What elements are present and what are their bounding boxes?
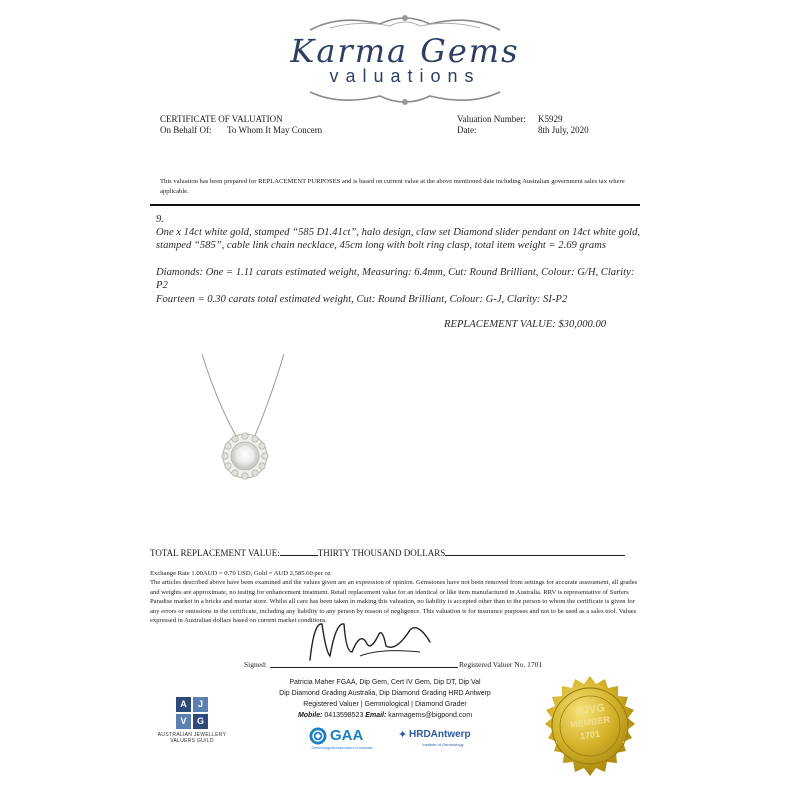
seal-text-line-3: 1701 — [579, 728, 601, 742]
email-address[interactable]: karmagems@bigpond.com — [388, 712, 473, 719]
ajvg-letter-v: V — [180, 716, 187, 726]
replacement-value: REPLACEMENT VALUE: $30,000.00 — [444, 319, 607, 330]
mobile-number[interactable]: 0413598523 — [324, 712, 364, 719]
valuer-roles: Registered Valuer | Gemmological | Diamond Grader — [303, 701, 467, 708]
ajvg-letter-a: A — [180, 699, 187, 709]
gaa-logo-icon — [309, 727, 327, 745]
valuation-disclaimer: The articles described above have been examined and the values given are an expression of opinion. Gemstones have not been removed from settings for accurate assessment, all grades and weights are approximate, no testing for enhancement treatment. Retail replacement value for an identical or like item manufactured in Australia. RRV is representative of Surfers Paradise market in a bricks and mortar store. Whilst all care has been taken in making this valuation, no liability is accepted other than to the person to whom the certificate is given for any errors or omissions in the certificate, including any liability to any person by reason of negligence. This valuation is for insurance purposes and not to be used as a sales tool. Values expressed in Australian dollars based on current market conditions. — [150, 579, 638, 625]
mobile-label: Mobile: — [297, 712, 323, 719]
ajvg-caption-1: AUSTRALIAN JEWELLERY — [157, 732, 227, 738]
valuer-contact — [240, 712, 530, 719]
email-label: Email: — [365, 712, 387, 719]
diamond-details: Diamonds: One = 1.11 carats estimated weight, Measuring: 6.4mm, Cut: Round Brilliant, Colour: G/H, Clarity: P2 — [156, 267, 635, 291]
brand-name-logo: Karma Gems — [290, 32, 520, 70]
gaa-caption: Gemmological Association of Australia — [311, 746, 373, 750]
seal-text-line-2: MEMBER — [569, 714, 611, 730]
certificate-title: CERTIFICATE OF VALUATION — [160, 114, 283, 124]
valuer-grading: Dip Diamond Grading Australia, Dip Diamond Grading HRD Antwerp — [279, 690, 491, 697]
date-label: Date: — [457, 125, 477, 135]
section-divider — [150, 204, 640, 206]
hrd-logo-text: HRDAntwerp — [409, 729, 471, 740]
total-replacement-row — [150, 548, 640, 559]
signed-label: Signed: — [244, 660, 267, 669]
pendant-necklace-photo — [190, 350, 300, 490]
ajvg-letter-j: J — [197, 699, 203, 709]
hrd-star-icon: ✦ — [398, 729, 408, 741]
hrd-caption: Institute of Gemmology — [422, 742, 464, 747]
total-replacement-words: THIRTY THOUSAND DOLLARS — [317, 548, 446, 558]
behalf-value: To Whom It May Concern — [227, 125, 323, 135]
replacement-purpose-notice: This valuation has been prepared for REPLACEMENT PURPOSES and is based on current value at the above mentioned date including Australian government sales tax where applicable. — [160, 178, 625, 195]
total-blank-line-left — [280, 555, 318, 556]
brand-subtitle: valuations — [329, 66, 481, 86]
date-value: 8th July, 2020 — [538, 125, 589, 135]
item-number: 9. — [156, 214, 164, 225]
signature-line — [270, 667, 458, 668]
gaa-logo-text: GAA — [330, 727, 364, 744]
valuation-number-value: K5929 — [538, 114, 563, 124]
total-blank-line-right — [445, 555, 625, 556]
valuer-name: Patricia Maher FGAA, Dip Gem, Cert IV Gem, Dip DT, Dip Val — [289, 679, 481, 686]
exchange-rate: Exchange Rate 1.00AUD = 0.70 USD, Gold = AUD 2,585.60 per oz — [150, 570, 331, 577]
seal-text-line-1: AJVG — [574, 701, 606, 719]
total-replacement-label: TOTAL REPLACEMENT VALUE: — [150, 548, 280, 558]
valuation-number-label: Valuation Number: — [457, 114, 526, 124]
ajvg-letter-g: G — [196, 716, 204, 726]
fourteen-diamonds-details: Fourteen = 0.30 carats total estimated weight, Cut: Round Brilliant, Colour: G-J, Clarity: SI-P2 — [156, 294, 568, 305]
registered-valuer-number: Registered Valuer No. 1701 — [459, 660, 543, 669]
ajvg-caption-2: VALUERS GUILD — [170, 738, 214, 744]
behalf-label: On Behalf Of: — [160, 125, 212, 135]
item-description: One x 14ct white gold, stamped “585 D1.41ct”, halo design, claw set Diamond slider pendant on 14ct white gold, stamped “585”, cable link chain necklace, 45cm long with bolt ring clasp, total item weight = 2.69 grams — [156, 227, 641, 251]
header-ornament-bottom — [300, 88, 510, 110]
handwritten-signature — [300, 612, 440, 672]
